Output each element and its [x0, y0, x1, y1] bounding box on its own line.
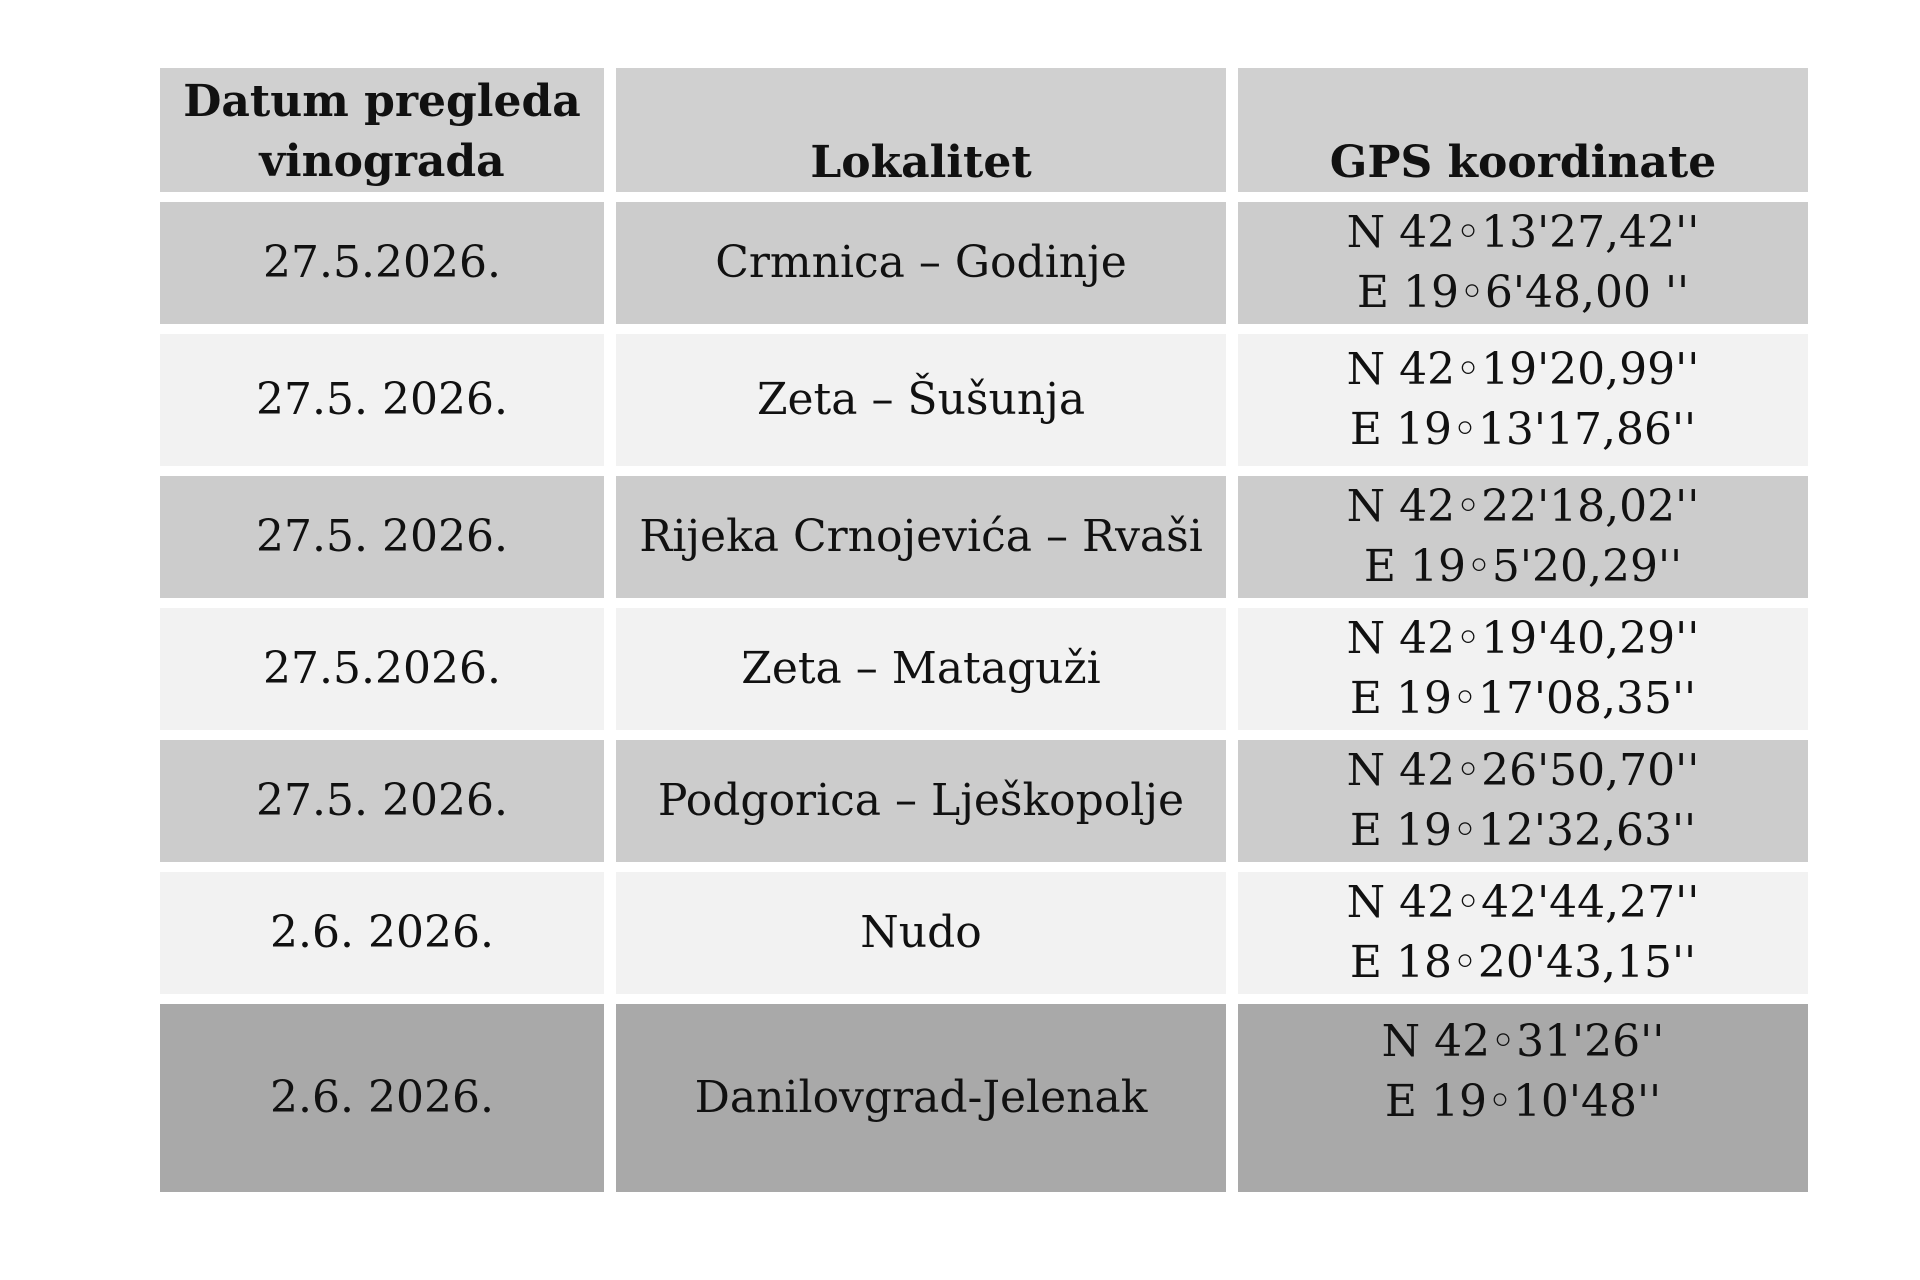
east-coordinate: E 19◦12'32,63''	[1349, 805, 1697, 856]
header-locality: Lokalitet	[616, 68, 1226, 192]
locality-cell: Crmnica – Godinje	[616, 202, 1226, 324]
date-cell: 27.5. 2026.	[160, 476, 604, 598]
north-coordinate: N 42◦19'20,99''	[1346, 344, 1700, 395]
date-cell: 27.5.2026.	[160, 202, 604, 324]
east-coordinate: E 18◦20'43,15''	[1349, 937, 1697, 988]
locality-cell: Zeta – Mataguži	[616, 608, 1226, 730]
locality-cell: Podgorica – Lješkopolje	[616, 740, 1226, 862]
table-row	[160, 1004, 1808, 1192]
locality-cell: Zeta – Šušunja	[616, 334, 1226, 466]
header-date-line-2: vinograda	[259, 136, 505, 187]
north-coordinate: N 42◦26'50,70''	[1346, 745, 1700, 796]
table-row	[160, 740, 1808, 862]
date-cell: 2.6. 2026.	[160, 872, 604, 994]
date-cell: 2.6. 2026.	[160, 1004, 604, 1192]
east-coordinate: E 19◦6'48,00 ''	[1356, 267, 1690, 318]
north-coordinate: N 42◦31'26''	[1381, 1016, 1665, 1067]
previous-page-text-fragment	[160, 0, 1160, 4]
locality-cell: Rijeka Crnojevića – Rvaši	[616, 476, 1226, 598]
locality-cell: Nudo	[616, 872, 1226, 994]
east-coordinate: E 19◦5'20,29''	[1363, 541, 1683, 592]
table-row	[160, 202, 1808, 324]
north-coordinate: N 42◦19'40,29''	[1346, 613, 1700, 664]
gps-cell	[1238, 334, 1808, 466]
table-row	[160, 608, 1808, 730]
table-row	[160, 872, 1808, 994]
east-coordinate: E 19◦17'08,35''	[1349, 673, 1697, 724]
table-row	[160, 334, 1808, 466]
date-cell: 27.5.2026.	[160, 608, 604, 730]
header-inspection-date	[160, 68, 604, 192]
table-row	[160, 476, 1808, 598]
date-cell: 27.5. 2026.	[160, 334, 604, 466]
vineyard-inspection-table	[148, 58, 1820, 1202]
gps-cell	[1238, 608, 1808, 730]
locality-cell: Danilovgrad-Jelenak	[616, 1004, 1226, 1192]
gps-cell	[1238, 1004, 1808, 1192]
table-header-row	[160, 68, 1808, 192]
header-gps-coordinates: GPS koordinate	[1238, 68, 1808, 192]
north-coordinate: N 42◦42'44,27''	[1346, 877, 1700, 928]
north-coordinate: N 42◦22'18,02''	[1346, 481, 1700, 532]
date-cell: 27.5. 2026.	[160, 740, 604, 862]
north-coordinate: N 42◦13'27,42''	[1346, 207, 1700, 258]
east-coordinate: E 19◦10'48''	[1384, 1076, 1662, 1127]
gps-cell	[1238, 740, 1808, 862]
gps-cell	[1238, 476, 1808, 598]
header-date-line-1: Datum pregleda	[183, 76, 581, 127]
gps-cell	[1238, 202, 1808, 324]
east-coordinate: E 19◦13'17,86''	[1349, 404, 1697, 455]
gps-cell	[1238, 872, 1808, 994]
